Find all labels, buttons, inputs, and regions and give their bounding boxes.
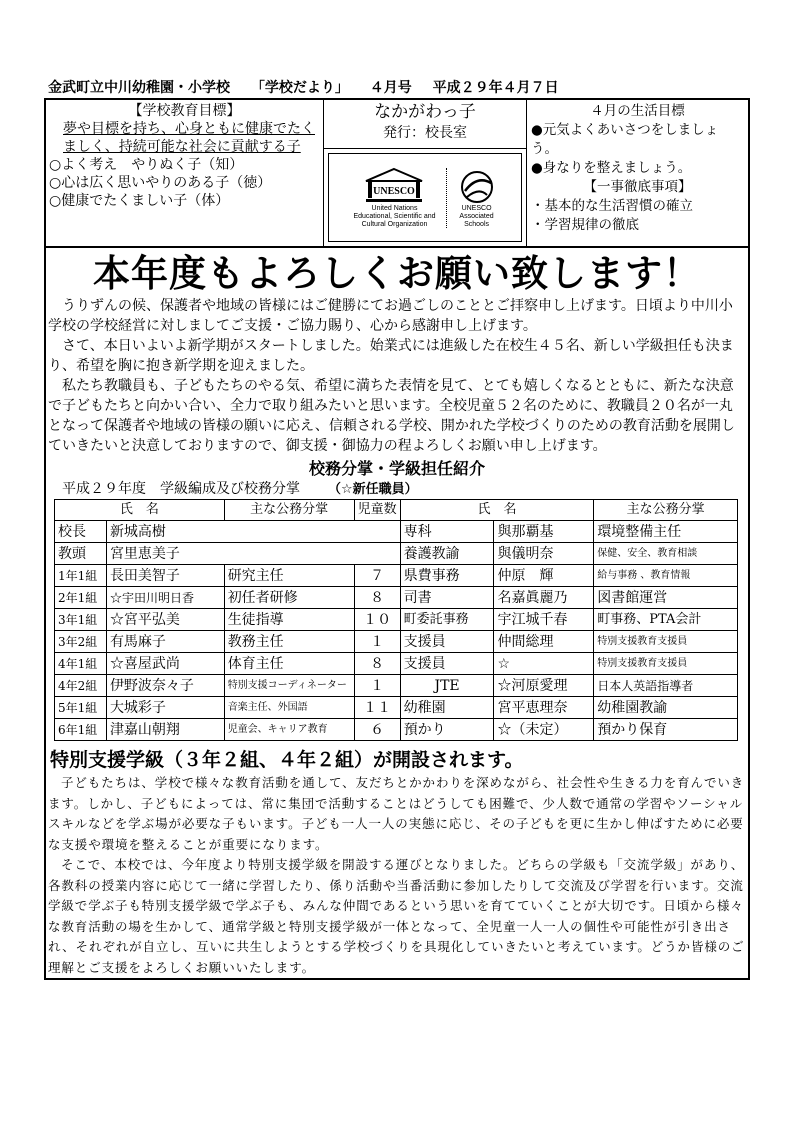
class-cell: 3年1組 [55, 609, 107, 631]
name-cell: 仲原 輝 [494, 565, 594, 587]
name-cell: ☆宮平弘美 [106, 609, 224, 631]
role-cell: 町委託事務 [400, 609, 494, 631]
asp-caption-line: Schools [464, 220, 489, 228]
goal-item: ○健康でたくましい子（体） [49, 193, 230, 209]
table-row [55, 587, 738, 609]
name-cell: 仲間総理 [494, 631, 594, 653]
logo-area [328, 153, 522, 242]
class-cell: 4年2組 [55, 675, 107, 697]
name-cell: 宇江城千春 [494, 609, 594, 631]
name-cell: 與那覇基 [494, 521, 594, 543]
role-cell: 支援員 [400, 631, 494, 653]
table-row [55, 565, 738, 587]
role-cell: 支援員 [400, 653, 494, 675]
role-cell: 司書 [400, 587, 494, 609]
class-cell: 2年1組 [55, 587, 107, 609]
table-row [55, 609, 738, 631]
name-cell: 長田美智子 [106, 565, 224, 587]
count-cell: １ [354, 675, 400, 697]
life-goals [527, 100, 748, 246]
role-cell: 養護教諭 [400, 543, 494, 565]
role-cell: 県費事務 [400, 565, 494, 587]
table-row [55, 521, 738, 543]
intro-paragraph: さて、本日いよいよ新学期がスタートしました。始業式には進級した在校生４５名、新しい学級担任も決まり、希望を胸に抱き新学期を迎えました。 [48, 338, 734, 374]
duty-cell: 給与事務 、教育情報 [594, 565, 738, 587]
table-row [55, 543, 738, 565]
role-cell: 預かり [400, 719, 494, 741]
name-cell: 伊野波奈々子 [106, 675, 224, 697]
duty-cell: 預かり保育 [594, 719, 738, 741]
unesco-caption-line: Cultural Organization [361, 220, 428, 228]
newsletter-page [44, 78, 750, 980]
newsletter-title: 「学校だより」 [250, 80, 349, 96]
count-cell: １１ [354, 697, 400, 719]
table-row [55, 675, 738, 697]
table-row [55, 653, 738, 675]
table-row [55, 697, 738, 719]
special-paragraph: 子どもたちは、学校で様々な教育活動を通して、友だちとかかわりを深めながら、社会性や生きる力を育んでいきます。しかし、子どもによっては、常に集団で活動することはどうしても困難で、少人数で通常の学習やソーシャルスキルなどを学ぶ場が必要な子もいます。子ども一人一人の実態に応じ、その子どもを更に生かし伸ばすために必要な支援や環境を整えることが重要になります。 [48, 775, 745, 852]
asp-caption-line: Associated [459, 212, 494, 220]
header-name: 氏 名 [400, 500, 594, 521]
asp-network-icon [457, 167, 497, 205]
education-goals [46, 100, 324, 246]
unesco-temple-icon [362, 167, 426, 205]
staff-section-title: 校務分掌・学級担任紹介 [308, 459, 485, 478]
header-duty: 主な公務分掌 [594, 500, 738, 521]
duty-cell: 研究主任 [224, 565, 354, 587]
name-cell: 大城彩子 [106, 697, 224, 719]
name-cell: ☆（未定） [494, 719, 594, 741]
name-cell: 與儀明奈 [494, 543, 594, 565]
count-cell: ８ [354, 587, 400, 609]
duty-cell: 体育主任 [224, 653, 354, 675]
unesco-caption-line: United Nations [371, 204, 418, 212]
staff-table [54, 499, 738, 741]
duty-cell: 環境整備主任 [594, 521, 738, 543]
name-cell: ☆宇田川明日香 [106, 587, 224, 609]
duty-cell: 保健、安全、教育相談 [594, 543, 738, 565]
focus-item: ・学習規律の徹底 [531, 217, 639, 233]
name-cell: ☆ [494, 653, 594, 675]
count-cell: ６ [354, 719, 400, 741]
main-content [44, 248, 750, 980]
intro-paragraph: うりずんの候、保護者や地域の皆様にはご健勝にてお過ごしのこととご拝察申し上げます。日頃より中川小学校の学校経営に対しましてご支援・ご協力賜り、心から感謝申し上げます。 [48, 298, 733, 334]
goals-title: 【学校教育目標】 [128, 103, 241, 119]
role-cell: 校長 [55, 521, 107, 543]
masthead [44, 78, 750, 100]
focus-item: ・基本的な生活習慣の確立 [531, 198, 693, 214]
headline: 本年度もよろしくお願い致します！ [93, 251, 701, 295]
asp-caption-line: UNESCO [461, 204, 492, 212]
name-cell: 新城高樹 [106, 521, 400, 543]
table-row [55, 631, 738, 653]
duty-cell: 日本人英語指導者 [594, 675, 738, 697]
role-cell: JTE [400, 675, 494, 697]
name-cell: ☆河原愛理 [494, 675, 594, 697]
name-cell: 津嘉山朝翔 [106, 719, 224, 741]
duty-cell: 幼稚園教諭 [594, 697, 738, 719]
class-cell: 5年1組 [55, 697, 107, 719]
newsletter-name: なかがわっ子 [374, 102, 476, 122]
header-name: 氏 名 [55, 500, 225, 521]
staff-table-caption [48, 480, 746, 499]
count-cell: １ [354, 631, 400, 653]
unesco-caption-line: Educational, Scientific and [353, 212, 436, 220]
issue-date: 平成２９年４月７日 [432, 80, 559, 96]
name-cell: 名嘉眞麗乃 [494, 587, 594, 609]
class-cell: 1年1組 [55, 565, 107, 587]
count-cell: １０ [354, 609, 400, 631]
duty-cell: 特別支援コーディネーター [224, 675, 354, 697]
school-name: 金武町立中川幼稚園・小学校 [48, 80, 230, 96]
life-goals-title: ４月の生活目標 [590, 103, 685, 119]
duty-cell: 町事務、PTA会計 [594, 609, 738, 631]
role-cell: 幼稚園 [400, 697, 494, 719]
class-cell: 3年2組 [55, 631, 107, 653]
focus-title: 【一事徹底事項】 [583, 179, 692, 195]
life-goal-item: ●元気よくあいさつをしましょう。 [531, 122, 719, 157]
role-cell: 教頭 [55, 543, 107, 565]
newsletter-issuer: 発行：校長室 [324, 124, 526, 149]
unesco-logo [353, 167, 435, 229]
logo-divider [446, 168, 447, 228]
class-cell: 6年1組 [55, 719, 107, 741]
goals-motto: 夢や目標を持ち、心身ともに健康でたくましく、持続可能な社会に貢献する子 [63, 121, 315, 155]
duty-cell: 生徒指導 [224, 609, 354, 631]
special-paragraph: そこで、本校では、今年度より特別支援学級を開設する運びとなりました。どちらの学級も「交流学級」があり、各教科の授業内容に応じて一緒に学習したり、係り活動や当番活動に参加したりして交流及び学習を行います。交流学級で学ぶ子も特別支援学級で学ぶ子も、みんな仲間であるという思いを育てていくことが大切です。日頃から様々な教育活動の場を生かして、通常学級と特別支援学級が一体となって、全児童一人一人の個性や可能性が引き出され、それぞれが自立し、互いに共生しようとする学校づくりを具現化していきたいと考えています。どうか皆様のご理解とご支援をよろしくお願いいたします。 [48, 857, 745, 975]
duty-cell: 児童会、キャリア教育 [224, 719, 354, 741]
count-cell: ７ [354, 565, 400, 587]
asp-logo [457, 167, 497, 229]
issue-number: ４月号 [369, 80, 412, 96]
goal-item: ○よく考え やりぬく子（知） [49, 157, 244, 173]
duty-cell: 音楽主任、外国語 [224, 697, 354, 719]
table-header-row [55, 500, 738, 521]
duty-cell: 特別支援教育支援員 [594, 631, 738, 653]
life-goal-item: ●身なりを整えましょう。 [531, 160, 692, 176]
caption-note: （☆新任職員） [328, 482, 418, 497]
svg-text:UNESCO: UNESCO [373, 185, 416, 197]
name-cell: 宮平恵理奈 [494, 697, 594, 719]
special-class-title: 特別支援学級（３年２組、４年２組）が開設されます。 [50, 749, 524, 771]
duty-cell: 図書館運営 [594, 587, 738, 609]
goal-item: ○心は広く思いやりのある子（徳） [49, 175, 272, 191]
name-cell: 宮里恵美子 [106, 543, 400, 565]
header-count: 児童数 [354, 500, 400, 521]
header-duty: 主な公務分掌 [224, 500, 354, 521]
duty-cell: 特別支援教育支援員 [594, 653, 738, 675]
table-row [55, 719, 738, 741]
name-cell: ☆喜屋武尚 [106, 653, 224, 675]
intro-paragraph: 私たち教職員も、子どもたちのやる気、希望に満ちた表情を見て、とても嬉しくなるとともに、新たな決意で子どもたちと向かい合い、全力で取り組みたいと思います。全校児童５２名のために、教職員２０名が一丸となって保護者や地域の皆様の願いに応え、信頼される学校、開かれた学校づくりのための教育活動を展開していきたいと決意しておりますので、御支援・御協力の程よろしくお願い申し上げます。 [48, 378, 735, 454]
header-box [44, 100, 750, 248]
count-cell: ８ [354, 653, 400, 675]
name-cell: 有馬麻子 [106, 631, 224, 653]
duty-cell: 教務主任 [224, 631, 354, 653]
class-cell: 4年1組 [55, 653, 107, 675]
role-cell: 専科 [400, 521, 494, 543]
caption-text: 平成２９年度 学級編成及び校務分掌 [62, 481, 300, 497]
newsletter-info [324, 100, 527, 246]
duty-cell: 初任者研修 [224, 587, 354, 609]
